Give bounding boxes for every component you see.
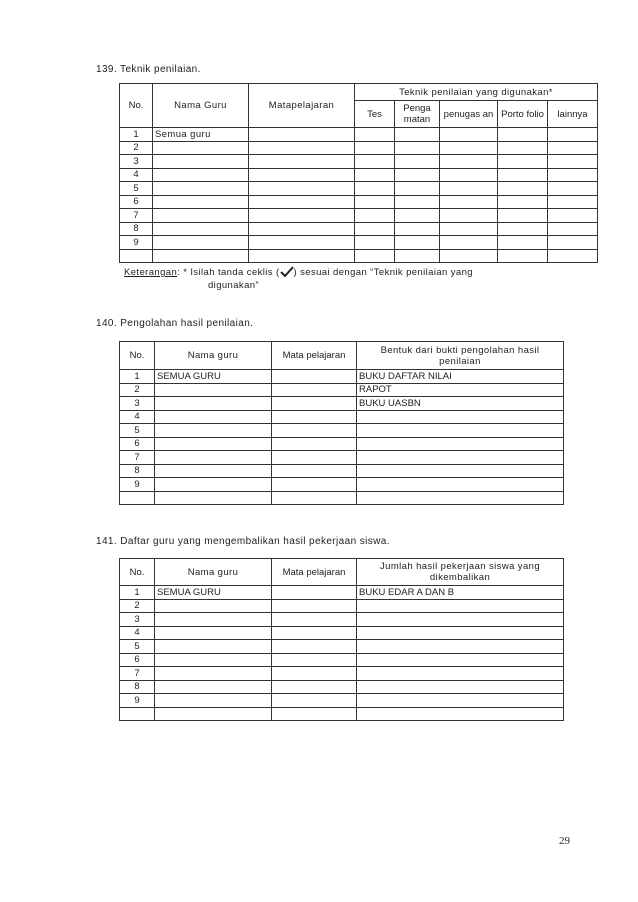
row-nama-guru [153, 141, 249, 155]
row-nama-guru: Semua guru [153, 128, 249, 142]
row-bentuk-bukti [357, 410, 564, 424]
row-jumlah [357, 599, 564, 613]
row-nama-guru [155, 451, 272, 465]
table-row [120, 424, 564, 438]
row-no: 5 [120, 640, 155, 654]
row-lainnya [548, 236, 598, 250]
row-mata-pelajaran [272, 653, 357, 667]
row-penugasan [440, 128, 498, 142]
row-bentuk-bukti: BUKU DAFTAR NILAI [357, 370, 564, 384]
section-141-title: 141. Daftar guru yang mengembalikan hasil pekerjaan siswa. [96, 536, 390, 547]
header-portofolio: Porto folio [498, 101, 548, 128]
section-139-title: 139. Teknik penilaian. [96, 64, 201, 75]
row-no: 4 [120, 410, 155, 424]
row-tes [355, 182, 395, 196]
row-jumlah: BUKU EDAR A DAN B [357, 586, 564, 600]
row-no [120, 249, 153, 263]
row-tes [355, 209, 395, 223]
header-pengamatan: Penga matan [395, 101, 440, 128]
header-tes: Tes [355, 101, 395, 128]
row-nama-guru [153, 222, 249, 236]
row-portofolio [498, 195, 548, 209]
table-row [120, 168, 598, 182]
row-mata-pelajaran [249, 236, 355, 250]
row-nama-guru [153, 182, 249, 196]
row-lainnya [548, 168, 598, 182]
header-no: No. [120, 559, 155, 586]
header-mata-pelajaran: Matapelajaran [249, 84, 355, 128]
row-no: 6 [120, 437, 155, 451]
row-bentuk-bukti [357, 464, 564, 478]
table-row [120, 599, 564, 613]
row-portofolio [498, 155, 548, 169]
row-mata-pelajaran [272, 437, 357, 451]
row-nama-guru [155, 694, 272, 708]
row-penugasan [440, 249, 498, 263]
checkmark-icon [280, 266, 294, 277]
row-nama-guru: SEMUA GURU [155, 586, 272, 600]
row-no: 2 [120, 383, 155, 397]
row-tes [355, 222, 395, 236]
row-jumlah [357, 613, 564, 627]
row-mata-pelajaran [272, 478, 357, 492]
row-penugasan [440, 141, 498, 155]
header-penugasan: penugas an [440, 101, 498, 128]
row-pengamatan [395, 249, 440, 263]
row-mata-pelajaran [249, 155, 355, 169]
table-row [120, 653, 564, 667]
row-mata-pelajaran [249, 128, 355, 142]
row-tes [355, 168, 395, 182]
row-bentuk-bukti [357, 424, 564, 438]
table-row [120, 437, 564, 451]
row-lainnya [548, 249, 598, 263]
row-nama-guru [153, 155, 249, 169]
row-penugasan [440, 155, 498, 169]
header-mata-pelajaran: Mata pelajaran [272, 342, 357, 370]
row-bentuk-bukti [357, 478, 564, 492]
row-tes [355, 236, 395, 250]
row-no: 3 [120, 155, 153, 169]
row-mata-pelajaran [272, 626, 357, 640]
table-row [120, 383, 564, 397]
table-row [120, 155, 598, 169]
row-pengamatan [395, 128, 440, 142]
row-no [120, 707, 155, 721]
teknik-penilaian-table [119, 83, 598, 263]
row-nama-guru [153, 168, 249, 182]
table-row [120, 707, 564, 721]
row-jumlah [357, 680, 564, 694]
keterangan-line2: digunakan” [208, 280, 260, 291]
section-140-title: 140. Pengolahan hasil penilaian. [96, 318, 254, 329]
row-jumlah [357, 667, 564, 681]
row-pengamatan [395, 182, 440, 196]
row-penugasan [440, 236, 498, 250]
row-mata-pelajaran [272, 397, 357, 411]
table-row [120, 640, 564, 654]
row-mata-pelajaran [272, 694, 357, 708]
header-no: No. [120, 342, 155, 370]
row-no: 6 [120, 653, 155, 667]
header-jumlah: Jumlah hasil pekerjaan siswa yang dikembalikan [357, 559, 564, 586]
table-row [120, 667, 564, 681]
row-nama-guru [155, 478, 272, 492]
table-row [120, 451, 564, 465]
row-nama-guru [155, 397, 272, 411]
row-lainnya [548, 128, 598, 142]
table-row [120, 195, 598, 209]
keterangan-note [124, 266, 473, 278]
row-mata-pelajaran [272, 707, 357, 721]
row-portofolio [498, 222, 548, 236]
row-lainnya [548, 195, 598, 209]
row-penugasan [440, 209, 498, 223]
row-mata-pelajaran [249, 195, 355, 209]
row-no: 3 [120, 397, 155, 411]
row-no: 8 [120, 680, 155, 694]
row-no: 8 [120, 464, 155, 478]
row-bentuk-bukti [357, 491, 564, 505]
row-nama-guru [153, 249, 249, 263]
row-portofolio [498, 168, 548, 182]
row-no: 7 [120, 209, 153, 223]
row-mata-pelajaran [272, 599, 357, 613]
table-row [120, 680, 564, 694]
table-row [120, 613, 564, 627]
row-mata-pelajaran [249, 168, 355, 182]
row-portofolio [498, 249, 548, 263]
row-mata-pelajaran [249, 141, 355, 155]
row-no [120, 491, 155, 505]
header-bentuk-bukti: Bentuk dari bukti pengolahan hasil penilaian [357, 342, 564, 370]
row-mata-pelajaran [272, 451, 357, 465]
row-bentuk-bukti [357, 451, 564, 465]
row-no: 6 [120, 195, 153, 209]
row-no: 9 [120, 478, 155, 492]
row-nama-guru [155, 640, 272, 654]
row-jumlah [357, 707, 564, 721]
header-nama-guru: Nama guru [155, 342, 272, 370]
row-nama-guru [155, 437, 272, 451]
row-bentuk-bukti [357, 437, 564, 451]
row-portofolio [498, 141, 548, 155]
row-no: 9 [120, 236, 153, 250]
row-tes [355, 249, 395, 263]
row-mata-pelajaran [272, 464, 357, 478]
row-nama-guru [155, 424, 272, 438]
table-row [120, 478, 564, 492]
row-mata-pelajaran [272, 640, 357, 654]
row-jumlah [357, 626, 564, 640]
table-row [120, 491, 564, 505]
row-bentuk-bukti: RAPOT [357, 383, 564, 397]
row-mata-pelajaran [249, 209, 355, 223]
row-nama-guru [155, 383, 272, 397]
row-pengamatan [395, 155, 440, 169]
row-tes [355, 155, 395, 169]
row-mata-pelajaran [272, 667, 357, 681]
row-nama-guru [153, 209, 249, 223]
row-portofolio [498, 236, 548, 250]
row-penugasan [440, 222, 498, 236]
row-no: 5 [120, 424, 155, 438]
row-mata-pelajaran [272, 383, 357, 397]
table-row [120, 626, 564, 640]
row-no: 4 [120, 626, 155, 640]
row-nama-guru [155, 667, 272, 681]
row-no: 2 [120, 599, 155, 613]
row-nama-guru [155, 613, 272, 627]
row-bentuk-bukti: BUKU UASBN [357, 397, 564, 411]
table-row [120, 694, 564, 708]
row-mata-pelajaran [272, 424, 357, 438]
table-row [120, 370, 564, 384]
row-no: 5 [120, 182, 153, 196]
table-row [120, 410, 564, 424]
table-row [120, 209, 598, 223]
table-row [120, 249, 598, 263]
row-nama-guru [155, 680, 272, 694]
row-nama-guru [155, 464, 272, 478]
row-mata-pelajaran [272, 410, 357, 424]
row-lainnya [548, 209, 598, 223]
row-nama-guru [155, 707, 272, 721]
row-no: 3 [120, 613, 155, 627]
row-nama-guru [155, 653, 272, 667]
row-no: 7 [120, 667, 155, 681]
row-nama-guru [153, 236, 249, 250]
row-no: 1 [120, 370, 155, 384]
table-row [120, 141, 598, 155]
row-lainnya [548, 182, 598, 196]
row-lainnya [548, 141, 598, 155]
table-row [120, 222, 598, 236]
row-mata-pelajaran [249, 222, 355, 236]
row-lainnya [548, 222, 598, 236]
row-mata-pelajaran [272, 370, 357, 384]
table-row [120, 236, 598, 250]
row-tes [355, 141, 395, 155]
header-mata-pelajaran: Mata pelajaran [272, 559, 357, 586]
row-pengamatan [395, 141, 440, 155]
header-teknik-group: Teknik penilaian yang digunakan* [355, 84, 598, 101]
page-number: 29 [559, 835, 570, 847]
row-mata-pelajaran [272, 586, 357, 600]
row-pengamatan [395, 195, 440, 209]
hasil-pekerjaan-table [119, 558, 564, 721]
table-row [120, 128, 598, 142]
row-mata-pelajaran [272, 491, 357, 505]
keterangan-text-after: ) sesuai dengan “Teknik penilaian yang [293, 267, 473, 278]
row-nama-guru: SEMUA GURU [155, 370, 272, 384]
table-row [120, 586, 564, 600]
row-portofolio [498, 128, 548, 142]
row-no: 9 [120, 694, 155, 708]
pengolahan-hasil-table [119, 341, 564, 505]
row-tes [355, 195, 395, 209]
row-jumlah [357, 694, 564, 708]
row-nama-guru [153, 195, 249, 209]
keterangan-text-before: : * Isilah tanda ceklis ( [177, 267, 280, 278]
row-portofolio [498, 182, 548, 196]
row-no: 8 [120, 222, 153, 236]
row-portofolio [498, 209, 548, 223]
table-row [120, 182, 598, 196]
row-pengamatan [395, 236, 440, 250]
row-penugasan [440, 168, 498, 182]
row-jumlah [357, 653, 564, 667]
row-mata-pelajaran [272, 613, 357, 627]
header-nama-guru: Nama Guru [153, 84, 249, 128]
row-penugasan [440, 182, 498, 196]
table-row [120, 464, 564, 478]
row-no: 1 [120, 586, 155, 600]
row-mata-pelajaran [249, 249, 355, 263]
row-pengamatan [395, 209, 440, 223]
header-lainnya: lainnya [548, 101, 598, 128]
row-tes [355, 128, 395, 142]
row-no: 4 [120, 168, 153, 182]
row-pengamatan [395, 168, 440, 182]
row-nama-guru [155, 491, 272, 505]
row-nama-guru [155, 599, 272, 613]
row-mata-pelajaran [249, 182, 355, 196]
header-no: No. [120, 84, 153, 128]
row-mata-pelajaran [272, 680, 357, 694]
row-no: 1 [120, 128, 153, 142]
table-row [120, 397, 564, 411]
keterangan-label: Keterangan [124, 267, 178, 278]
row-nama-guru [155, 626, 272, 640]
row-nama-guru [155, 410, 272, 424]
row-no: 2 [120, 141, 153, 155]
row-lainnya [548, 155, 598, 169]
row-penugasan [440, 195, 498, 209]
row-pengamatan [395, 222, 440, 236]
row-jumlah [357, 640, 564, 654]
header-nama-guru: Nama guru [155, 559, 272, 586]
row-no: 7 [120, 451, 155, 465]
